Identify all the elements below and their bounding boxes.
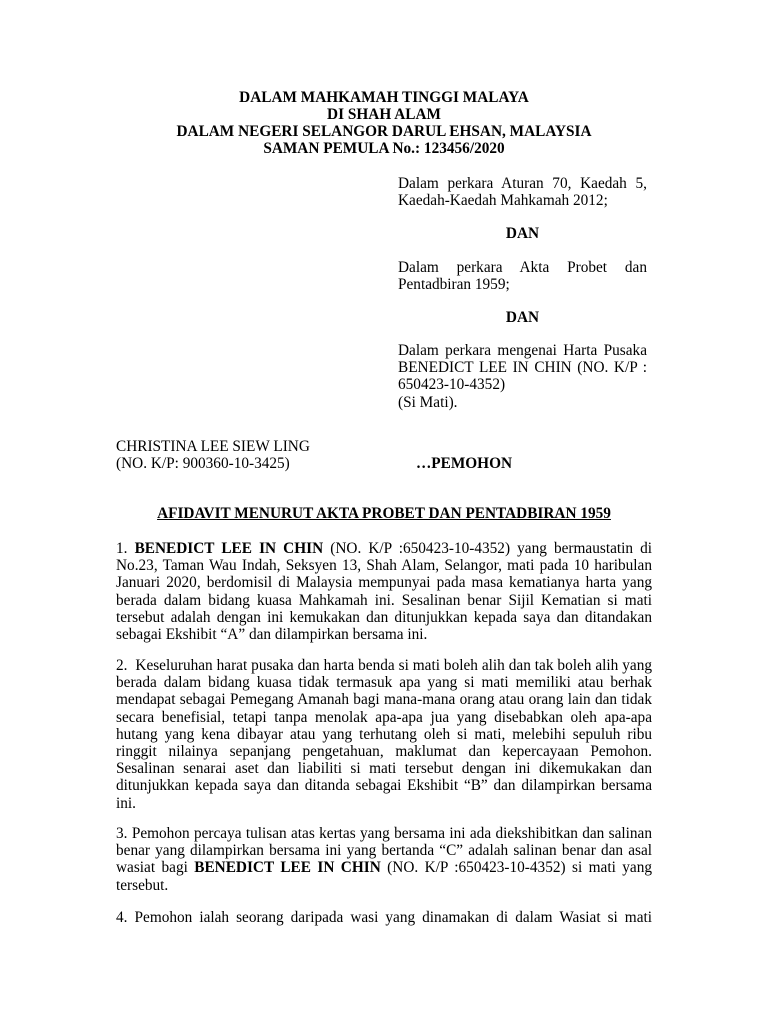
court-heading-line1: DALAM MAHKAMAH TINGGI MALAYA [239,89,529,106]
matter-estate-line3: 650423-10-4352) [398,376,506,394]
matter-dan-1: DAN [505,225,540,242]
paragraph-2 [116,657,652,812]
applicant-name: CHRISTINA LEE SIEW LING [116,438,310,455]
paragraph-3-number: 3. [116,825,128,842]
court-heading-line3: DALAM NEGERI SELANGOR DARUL EHSAN, MALAYSIA [176,123,592,140]
paragraph-1-number: 1. [116,540,128,557]
applicant-role: …PEMOHON [416,455,513,472]
paragraph-4 [116,909,652,926]
matter-estate-line2: BENEDICT LEE IN CHIN (NO. K/P : [398,359,647,377]
matter-estate-line4: (Si Mati). [398,393,458,411]
matter-dan-2: DAN [505,309,540,326]
paragraph-4-text: Pemohon ialah seorang daripada wasi yang dinamakan di dalam Wasiat si mati [134,909,652,926]
paragraph-4-number: 4. [116,909,128,926]
matter-rules: Dalam perkara Aturan 70, Kaedah 5, Kaedah-Kaedah Mahkamah 2012; [398,175,647,210]
paragraph-3-text-b: (NO. K/P :650423-10-4352) si mati yang tersebut. [116,859,652,894]
matter-estate [398,342,647,411]
case-number: SAMAN PEMULA No.: 123456/2020 [263,140,505,157]
matter-act: Dalam perkara Akta Probet dan Pentadbiran 1959; [398,259,647,294]
paragraph-2-text: Keseluruhan harat pusaka dan harta benda si mati boleh alih dan tak boleh alih yang berada dalam bidang kuasa tidak termasuk apa yang si mati memiliki atau berhak mendapat sebagai Pemegang Amanah bagi mana-mana orang atau orang lain dan tidak secara benefisial, tetapi tanpa menolak apa-apa jua yang disebabkan oleh apa-apa hutang yang kena dibayar atau yang terhutang oleh si mati, melebihi sepuluh ribu ringgit nilainya sepanjang pengetahuan, maklumat dan kepercayaan Pemohon. Sesalinan senarai aset dan liabiliti si mati tersebut dengan ini dikemukakan dan ditunjukkan kepada saya dan ditanda sebagai Ekshibit “B” dan dilampirkan bersama ini. [116,657,652,812]
deceased-name: BENEDICT LEE IN CHIN [134,540,324,557]
paragraph-1-text: (NO. K/P :650423-10-4352) yang bermaustatin di No.23, Taman Wau Indah, Seksyen 13, Shah Alam, Selangor, mati pada 10 haribulan Januari 2020, berdomisil di Malaysia mempunyai pada masa kematianya harta yang berada dalam bidang kuasa Mahkamah ini. Sesalinan benar Sijil Kematian si mati tersebut adalah dengan ini kemukakan dan ditunjukkan kepada saya dan ditandakan sebagai Ekshibit “A” dan dilampirkan bersama ini. [116,540,653,644]
paragraph-2-number: 2. [116,657,128,674]
court-heading-line2: DI SHAH ALAM [327,106,441,123]
deceased-name-2: BENEDICT LEE IN CHIN [194,859,381,877]
paragraph-3 [116,825,652,894]
matter-estate-line1: Dalam perkara mengenai Harta Pusaka [398,342,647,359]
court-heading [0,89,768,157]
affidavit-title: AFIDAVIT MENURUT AKTA PROBET DAN PENTADBIRAN 1959 [157,505,611,522]
paragraph-3-text-a: Pemohon percaya tulisan atas kertas yang bersama ini ada diekshibitkan dan salinan benar yang dilampirkan bersama ini yang bertanda “C” adalah salinan benar dan asal wasiat bagi [116,825,652,877]
paragraph-1 [116,540,652,643]
applicant-ic: (NO. K/P: 900360-10-3425) [116,455,290,472]
